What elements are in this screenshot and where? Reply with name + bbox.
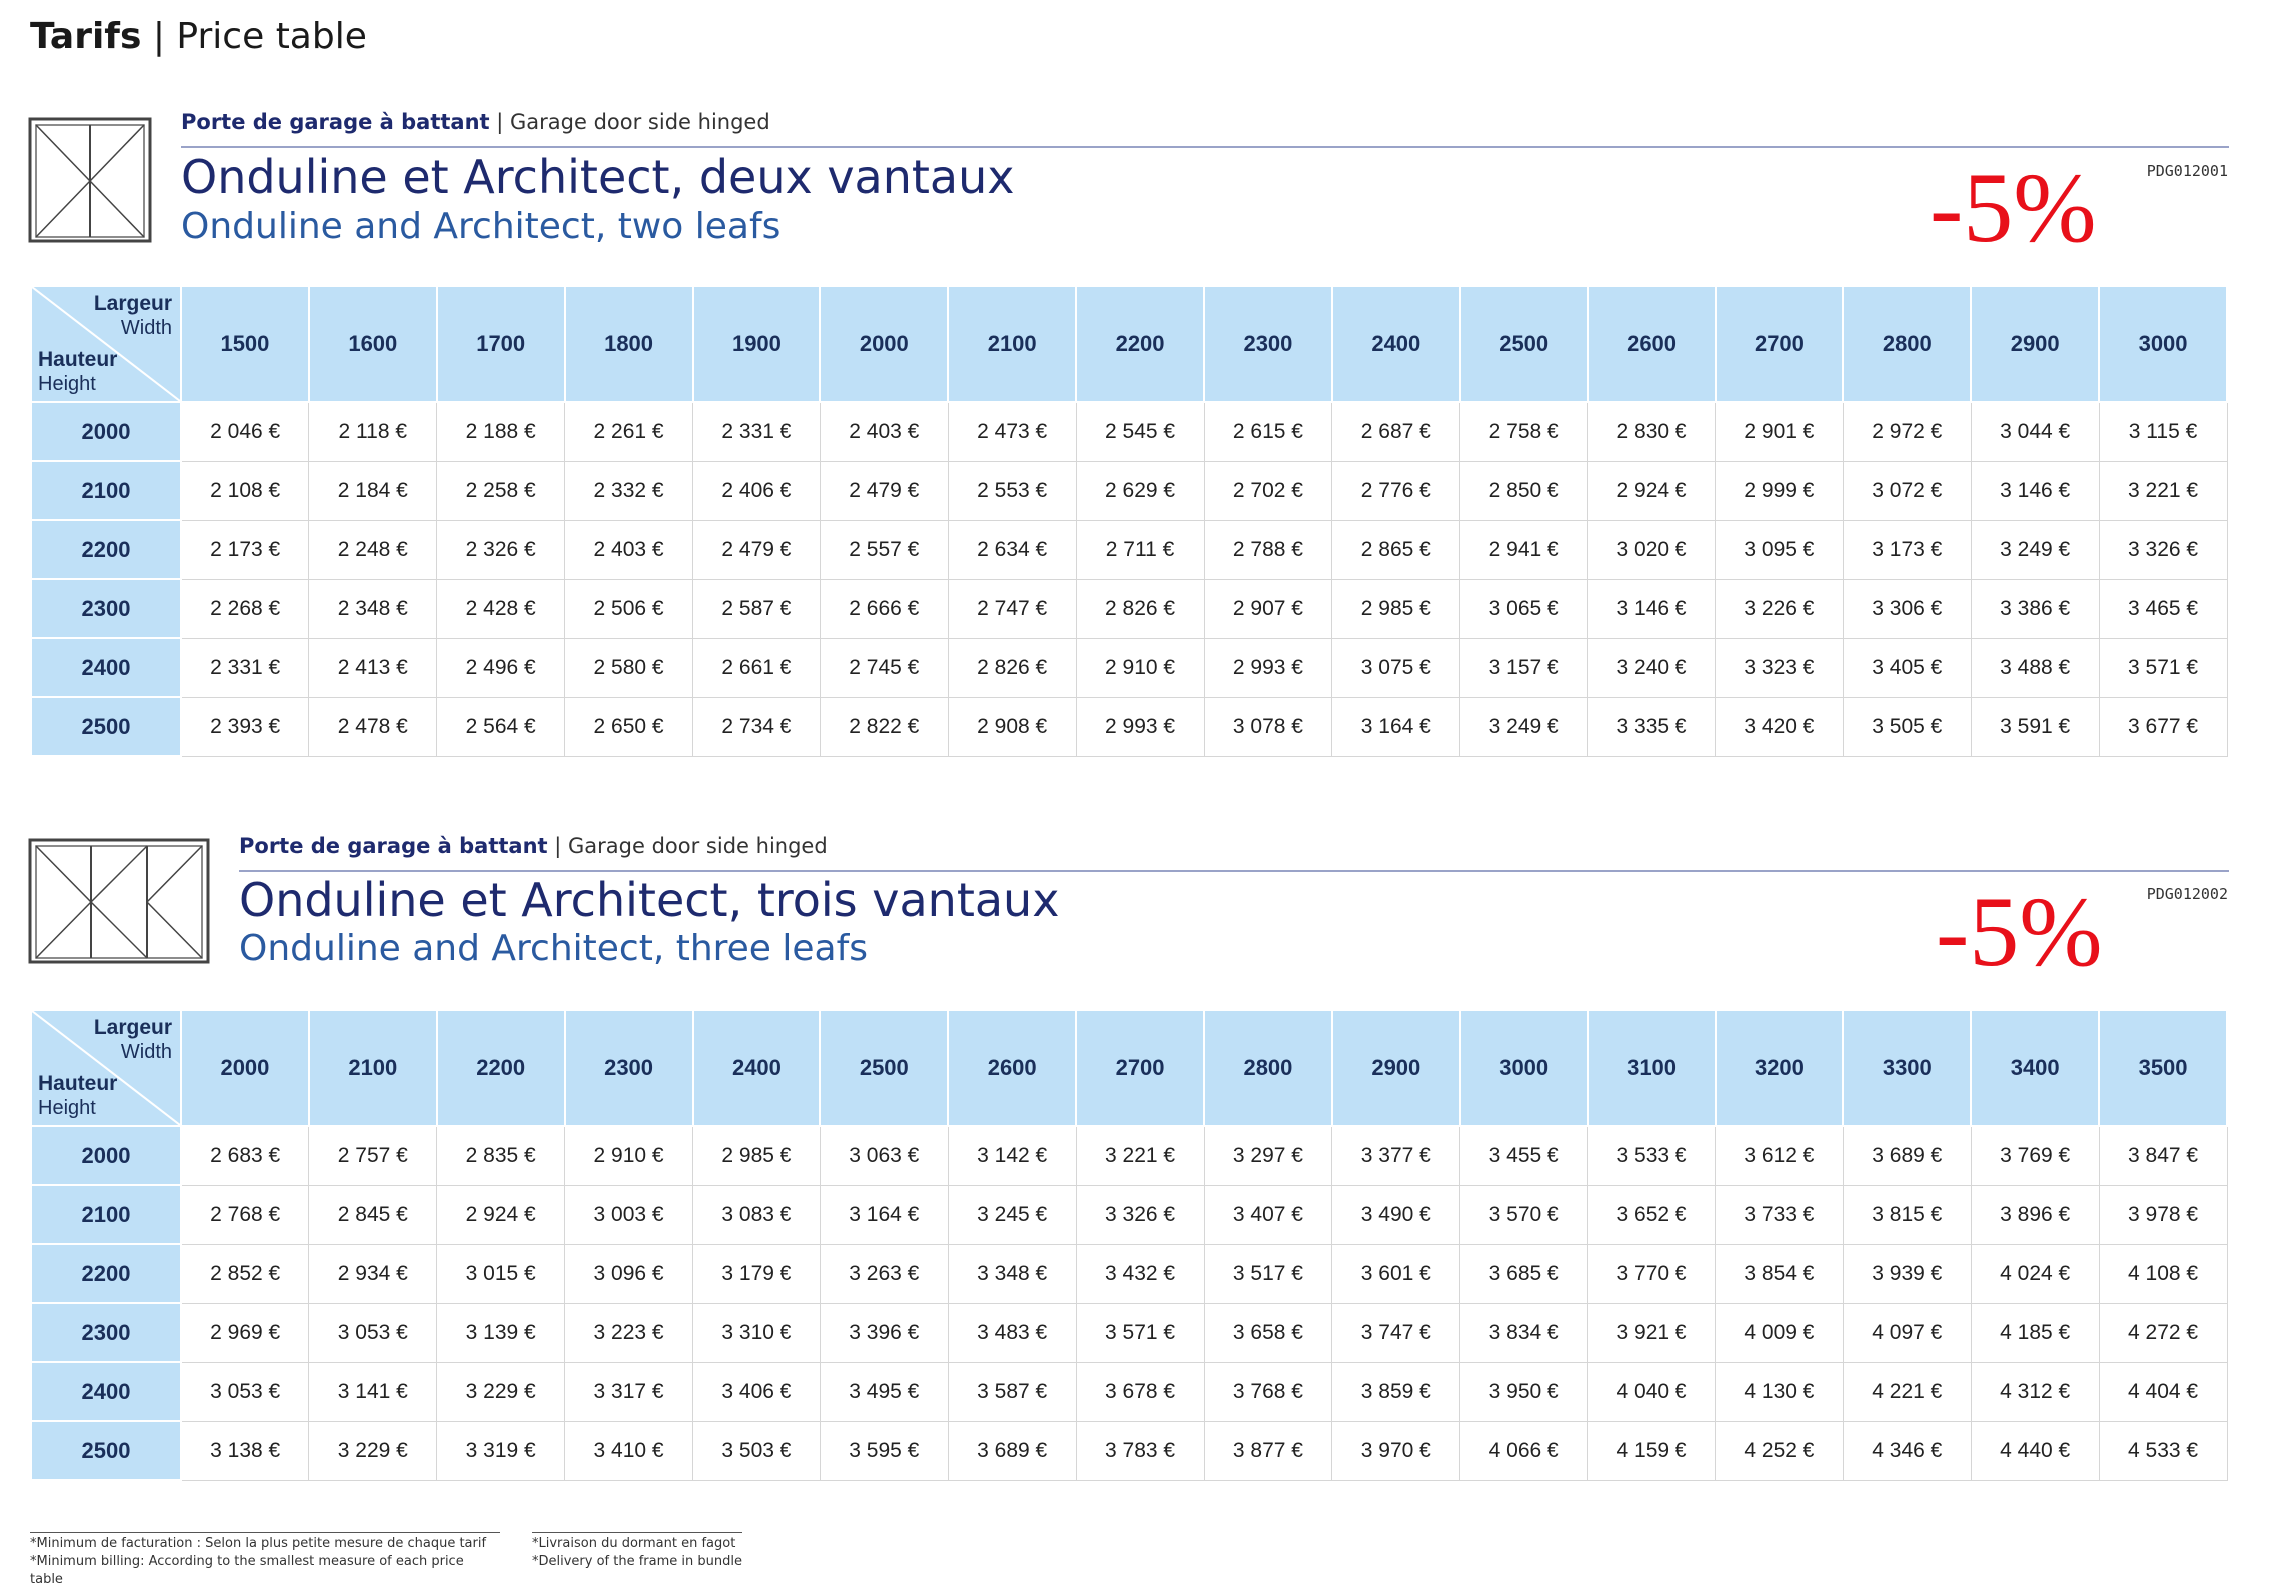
price-cell: 4 024 € bbox=[1971, 1244, 2099, 1303]
price-cell: 2 661 € bbox=[693, 638, 821, 697]
price-cell: 2 910 € bbox=[1076, 638, 1204, 697]
price-cell: 2 331 € bbox=[181, 638, 309, 697]
price-cell: 2 865 € bbox=[1332, 520, 1460, 579]
price-cell: 3 226 € bbox=[1716, 579, 1844, 638]
price-cell: 3 595 € bbox=[820, 1421, 948, 1480]
price-cell: 2 046 € bbox=[181, 402, 309, 461]
width-header-cell: 2400 bbox=[693, 1010, 821, 1126]
price-cell: 3 406 € bbox=[693, 1362, 821, 1421]
price-cell: 3 847 € bbox=[2099, 1126, 2227, 1185]
price-cell: 2 545 € bbox=[1076, 402, 1204, 461]
width-header-cell: 1900 bbox=[693, 286, 821, 402]
price-cell: 3 044 € bbox=[1971, 402, 2099, 461]
width-header-cell: 2700 bbox=[1716, 286, 1844, 402]
price-cell: 4 404 € bbox=[2099, 1362, 2227, 1421]
price-cell: 2 788 € bbox=[1204, 520, 1332, 579]
price-cell: 3 146 € bbox=[1588, 579, 1716, 638]
price-cell: 2 564 € bbox=[437, 697, 565, 756]
price-cell: 3 533 € bbox=[1588, 1126, 1716, 1185]
price-cell: 3 096 € bbox=[565, 1244, 693, 1303]
price-cell: 3 405 € bbox=[1843, 638, 1971, 697]
price-cell: 3 335 € bbox=[1588, 697, 1716, 756]
width-header-cell: 2000 bbox=[181, 1010, 309, 1126]
price-cell: 3 488 € bbox=[1971, 638, 2099, 697]
page-title-bold: Tarifs bbox=[30, 16, 142, 57]
price-cell: 3 229 € bbox=[437, 1362, 565, 1421]
height-header-cell: 2200 bbox=[31, 520, 181, 579]
price-cell: 2 826 € bbox=[948, 638, 1076, 697]
price-cell: 4 346 € bbox=[1843, 1421, 1971, 1480]
width-header-cell: 2300 bbox=[1204, 286, 1332, 402]
width-axis-label: Largeur Width bbox=[93, 292, 172, 339]
height-header-cell: 2200 bbox=[31, 1244, 181, 1303]
price-cell: 3 326 € bbox=[2099, 520, 2227, 579]
price-cell: 3 139 € bbox=[437, 1303, 565, 1362]
price-cell: 3 677 € bbox=[2099, 697, 2227, 756]
price-cell: 3 877 € bbox=[1204, 1421, 1332, 1480]
price-cell: 3 410 € bbox=[565, 1421, 693, 1480]
price-cell: 2 332 € bbox=[565, 461, 693, 520]
price-cell: 4 130 € bbox=[1716, 1362, 1844, 1421]
price-cell: 3 078 € bbox=[1204, 697, 1332, 756]
price-cell: 3 465 € bbox=[2099, 579, 2227, 638]
footnote-right-fr: *Livraison du dormant en fagot bbox=[532, 1536, 736, 1551]
price-cell: 3 978 € bbox=[2099, 1185, 2227, 1244]
price-cell: 2 629 € bbox=[1076, 461, 1204, 520]
price-cell: 3 407 € bbox=[1204, 1185, 1332, 1244]
price-cell: 3 591 € bbox=[1971, 697, 2099, 756]
price-cell: 2 702 € bbox=[1204, 461, 1332, 520]
price-cell: 3 970 € bbox=[1332, 1421, 1460, 1480]
price-cell: 3 386 € bbox=[1971, 579, 2099, 638]
width-header-cell: 2600 bbox=[948, 1010, 1076, 1126]
price-cell: 2 496 € bbox=[437, 638, 565, 697]
width-header-cell: 2500 bbox=[1460, 286, 1588, 402]
price-cell: 2 615 € bbox=[1204, 402, 1332, 461]
price-cell: 2 924 € bbox=[1588, 461, 1716, 520]
price-cell: 3 179 € bbox=[693, 1244, 821, 1303]
footnote-left-en: *Minimum billing: According to the smallest measure of each price table bbox=[30, 1554, 464, 1587]
price-cell: 2 331 € bbox=[693, 402, 821, 461]
price-cell: 3 571 € bbox=[1076, 1303, 1204, 1362]
price-cell: 2 406 € bbox=[693, 461, 821, 520]
price-cell: 4 272 € bbox=[2099, 1303, 2227, 1362]
price-cell: 3 495 € bbox=[820, 1362, 948, 1421]
width-axis-label: Largeur Width bbox=[93, 1016, 172, 1063]
table-row bbox=[31, 1421, 2227, 1480]
price-cell: 4 009 € bbox=[1716, 1303, 1844, 1362]
price-cell: 2 910 € bbox=[565, 1126, 693, 1185]
width-header-cell: 3500 bbox=[2099, 1010, 2227, 1126]
section-title-fr: Onduline et Architect, trois vantaux bbox=[239, 873, 1060, 927]
price-cell: 2 776 € bbox=[1332, 461, 1460, 520]
price-cell: 3 173 € bbox=[1843, 520, 1971, 579]
price-cell: 2 985 € bbox=[693, 1126, 821, 1185]
category-fr: Porte de garage à battant bbox=[239, 834, 548, 858]
price-cell: 3 072 € bbox=[1843, 461, 1971, 520]
width-header-cell: 2800 bbox=[1204, 1010, 1332, 1126]
price-cell: 3 249 € bbox=[1460, 697, 1588, 756]
price-cell: 2 184 € bbox=[309, 461, 437, 520]
price-cell: 3 317 € bbox=[565, 1362, 693, 1421]
table-row bbox=[31, 1303, 2227, 1362]
price-cell: 3 138 € bbox=[181, 1421, 309, 1480]
price-cell: 2 835 € bbox=[437, 1126, 565, 1185]
price-cell: 3 348 € bbox=[948, 1244, 1076, 1303]
price-cell: 2 993 € bbox=[1204, 638, 1332, 697]
height-header-cell: 2300 bbox=[31, 1303, 181, 1362]
price-cell: 3 157 € bbox=[1460, 638, 1588, 697]
price-cell: 4 108 € bbox=[2099, 1244, 2227, 1303]
price-cell: 3 053 € bbox=[309, 1303, 437, 1362]
price-cell: 3 115 € bbox=[2099, 402, 2227, 461]
price-cell: 3 432 € bbox=[1076, 1244, 1204, 1303]
price-cell: 2 687 € bbox=[1332, 402, 1460, 461]
price-cell: 2 711 € bbox=[1076, 520, 1204, 579]
width-header-cell: 2400 bbox=[1332, 286, 1460, 402]
section-title-en: Onduline and Architect, three leafs bbox=[239, 928, 869, 969]
price-cell: 2 248 € bbox=[309, 520, 437, 579]
discount-badge: -5% bbox=[1936, 876, 2103, 987]
price-cell: 2 908 € bbox=[948, 697, 1076, 756]
price-cell: 3 571 € bbox=[2099, 638, 2227, 697]
price-cell: 2 850 € bbox=[1460, 461, 1588, 520]
height-header-cell: 2500 bbox=[31, 697, 181, 756]
price-cell: 2 757 € bbox=[309, 1126, 437, 1185]
price-cell: 4 252 € bbox=[1716, 1421, 1844, 1480]
price-cell: 3 658 € bbox=[1204, 1303, 1332, 1362]
width-header-cell: 1600 bbox=[309, 286, 437, 402]
price-cell: 3 221 € bbox=[1076, 1126, 1204, 1185]
price-cell: 3 015 € bbox=[437, 1244, 565, 1303]
price-cell: 3 950 € bbox=[1460, 1362, 1588, 1421]
price-cell: 2 428 € bbox=[437, 579, 565, 638]
three-leaf-door-icon bbox=[28, 838, 210, 964]
price-cell: 3 063 € bbox=[820, 1126, 948, 1185]
price-cell: 3 517 € bbox=[1204, 1244, 1332, 1303]
width-header-cell: 2900 bbox=[1971, 286, 2099, 402]
price-cell: 3 420 € bbox=[1716, 697, 1844, 756]
category-en: | Garage door side hinged bbox=[496, 110, 770, 134]
width-header-cell: 2500 bbox=[820, 1010, 948, 1126]
price-cell: 2 553 € bbox=[948, 461, 1076, 520]
price-cell: 2 830 € bbox=[1588, 402, 1716, 461]
height-header-cell: 2300 bbox=[31, 579, 181, 638]
price-cell: 2 473 € bbox=[948, 402, 1076, 461]
price-cell: 2 745 € bbox=[820, 638, 948, 697]
price-cell: 3 770 € bbox=[1588, 1244, 1716, 1303]
price-cell: 3 747 € bbox=[1332, 1303, 1460, 1362]
price-cell: 2 907 € bbox=[1204, 579, 1332, 638]
width-header-cell: 3000 bbox=[2099, 286, 2227, 402]
price-cell: 3 939 € bbox=[1843, 1244, 1971, 1303]
price-cell: 3 503 € bbox=[693, 1421, 821, 1480]
price-cell: 3 455 € bbox=[1460, 1126, 1588, 1185]
price-cell: 3 020 € bbox=[1588, 520, 1716, 579]
price-cell: 3 053 € bbox=[181, 1362, 309, 1421]
price-cell: 2 478 € bbox=[309, 697, 437, 756]
price-cell: 2 941 € bbox=[1460, 520, 1588, 579]
price-cell: 4 312 € bbox=[1971, 1362, 2099, 1421]
price-cell: 3 310 € bbox=[693, 1303, 821, 1362]
price-cell: 3 326 € bbox=[1076, 1185, 1204, 1244]
price-cell: 2 403 € bbox=[565, 520, 693, 579]
product-code: PDG012001 bbox=[2146, 162, 2228, 180]
width-header-cell: 3400 bbox=[1971, 1010, 2099, 1126]
price-cell: 2 972 € bbox=[1843, 402, 1971, 461]
price-cell: 4 185 € bbox=[1971, 1303, 2099, 1362]
price-cell: 3 601 € bbox=[1332, 1244, 1460, 1303]
footnote-minimum-billing bbox=[30, 1532, 500, 1589]
price-cell: 4 440 € bbox=[1971, 1421, 2099, 1480]
table-row bbox=[31, 1362, 2227, 1421]
price-cell: 3 783 € bbox=[1076, 1421, 1204, 1480]
price-cell: 2 413 € bbox=[309, 638, 437, 697]
price-cell: 2 999 € bbox=[1716, 461, 1844, 520]
price-cell: 2 985 € bbox=[1332, 579, 1460, 638]
price-cell: 3 678 € bbox=[1076, 1362, 1204, 1421]
price-cell: 3 859 € bbox=[1332, 1362, 1460, 1421]
price-cell: 3 306 € bbox=[1843, 579, 1971, 638]
price-cell: 3 083 € bbox=[693, 1185, 821, 1244]
width-header-cell: 2600 bbox=[1588, 286, 1716, 402]
price-cell: 2 108 € bbox=[181, 461, 309, 520]
price-cell: 3 490 € bbox=[1332, 1185, 1460, 1244]
height-header-cell: 2400 bbox=[31, 1362, 181, 1421]
width-header-cell: 3300 bbox=[1843, 1010, 1971, 1126]
height-header-cell: 2400 bbox=[31, 638, 181, 697]
footnote-right-en: *Delivery of the frame in bundle bbox=[532, 1554, 742, 1569]
footnote-frame-delivery bbox=[532, 1532, 742, 1571]
price-cell: 4 159 € bbox=[1588, 1421, 1716, 1480]
price-cell: 4 533 € bbox=[2099, 1421, 2227, 1480]
table-row bbox=[31, 1126, 2227, 1185]
price-cell: 3 570 € bbox=[1460, 1185, 1588, 1244]
price-cell: 3 003 € bbox=[565, 1185, 693, 1244]
price-cell: 3 689 € bbox=[948, 1421, 1076, 1480]
width-header-cell: 2100 bbox=[948, 286, 1076, 402]
price-cell: 3 249 € bbox=[1971, 520, 2099, 579]
price-cell: 3 221 € bbox=[2099, 461, 2227, 520]
product-code: PDG012002 bbox=[2146, 885, 2228, 903]
height-header-cell: 2100 bbox=[31, 1185, 181, 1244]
header-divider bbox=[239, 870, 2229, 872]
price-cell: 4 040 € bbox=[1588, 1362, 1716, 1421]
category-fr: Porte de garage à battant bbox=[181, 110, 490, 134]
price-cell: 2 403 € bbox=[820, 402, 948, 461]
price-cell: 4 066 € bbox=[1460, 1421, 1588, 1480]
width-header-cell: 2200 bbox=[437, 1010, 565, 1126]
width-header-cell: 2300 bbox=[565, 1010, 693, 1126]
price-cell: 3 769 € bbox=[1971, 1126, 2099, 1185]
price-cell: 3 689 € bbox=[1843, 1126, 1971, 1185]
price-cell: 2 934 € bbox=[309, 1244, 437, 1303]
price-cell: 2 634 € bbox=[948, 520, 1076, 579]
price-cell: 3 587 € bbox=[948, 1362, 1076, 1421]
price-cell: 2 393 € bbox=[181, 697, 309, 756]
width-header-cell: 1500 bbox=[181, 286, 309, 402]
discount-badge: -5% bbox=[1930, 152, 2097, 263]
price-cell: 3 733 € bbox=[1716, 1185, 1844, 1244]
price-cell: 3 095 € bbox=[1716, 520, 1844, 579]
price-cell: 2 118 € bbox=[309, 402, 437, 461]
width-header-cell: 2200 bbox=[1076, 286, 1204, 402]
price-cell: 2 683 € bbox=[181, 1126, 309, 1185]
price-cell: 3 245 € bbox=[948, 1185, 1076, 1244]
price-cell: 3 223 € bbox=[565, 1303, 693, 1362]
price-cell: 2 479 € bbox=[820, 461, 948, 520]
price-cell: 3 396 € bbox=[820, 1303, 948, 1362]
table-row bbox=[31, 1244, 2227, 1303]
price-cell: 2 479 € bbox=[693, 520, 821, 579]
price-cell: 4 097 € bbox=[1843, 1303, 1971, 1362]
price-cell: 2 768 € bbox=[181, 1185, 309, 1244]
height-axis-label: Hauteur Height bbox=[38, 348, 118, 395]
section-title-en: Onduline and Architect, two leafs bbox=[181, 206, 781, 247]
price-cell: 2 758 € bbox=[1460, 402, 1588, 461]
width-header-cell: 2700 bbox=[1076, 1010, 1204, 1126]
price-cell: 2 924 € bbox=[437, 1185, 565, 1244]
price-cell: 3 141 € bbox=[309, 1362, 437, 1421]
price-cell: 2 506 € bbox=[565, 579, 693, 638]
price-cell: 3 377 € bbox=[1332, 1126, 1460, 1185]
price-cell: 3 142 € bbox=[948, 1126, 1076, 1185]
price-cell: 3 065 € bbox=[1460, 579, 1588, 638]
price-cell: 3 685 € bbox=[1460, 1244, 1588, 1303]
height-axis-label: Hauteur Height bbox=[38, 1072, 118, 1119]
price-cell: 3 854 € bbox=[1716, 1244, 1844, 1303]
height-header-cell: 2000 bbox=[31, 402, 181, 461]
width-header-cell: 2900 bbox=[1332, 1010, 1460, 1126]
price-cell: 3 075 € bbox=[1332, 638, 1460, 697]
price-cell: 2 845 € bbox=[309, 1185, 437, 1244]
price-table-three-leafs bbox=[30, 1009, 2228, 1481]
height-header-cell: 2000 bbox=[31, 1126, 181, 1185]
table-row bbox=[31, 1185, 2227, 1244]
price-cell: 3 815 € bbox=[1843, 1185, 1971, 1244]
width-header-cell: 3000 bbox=[1460, 1010, 1588, 1126]
price-cell: 2 747 € bbox=[948, 579, 1076, 638]
price-cell: 3 921 € bbox=[1588, 1303, 1716, 1362]
price-cell: 3 263 € bbox=[820, 1244, 948, 1303]
price-cell: 3 240 € bbox=[1588, 638, 1716, 697]
price-cell: 2 268 € bbox=[181, 579, 309, 638]
price-cell: 3 652 € bbox=[1588, 1185, 1716, 1244]
price-cell: 2 188 € bbox=[437, 402, 565, 461]
price-cell: 3 297 € bbox=[1204, 1126, 1332, 1185]
price-cell: 4 221 € bbox=[1843, 1362, 1971, 1421]
price-cell: 2 261 € bbox=[565, 402, 693, 461]
corner-cell bbox=[31, 1010, 181, 1126]
page-title-rest: | Price table bbox=[152, 16, 367, 57]
price-cell: 2 993 € bbox=[1076, 697, 1204, 756]
table-row bbox=[31, 697, 2227, 756]
price-cell: 2 587 € bbox=[693, 579, 821, 638]
price-cell: 2 901 € bbox=[1716, 402, 1844, 461]
price-cell: 3 834 € bbox=[1460, 1303, 1588, 1362]
price-cell: 2 666 € bbox=[820, 579, 948, 638]
price-cell: 3 768 € bbox=[1204, 1362, 1332, 1421]
price-cell: 2 258 € bbox=[437, 461, 565, 520]
width-header-row bbox=[31, 1010, 2227, 1126]
price-cell: 2 348 € bbox=[309, 579, 437, 638]
footnote-left-fr: *Minimum de facturation : Selon la plus petite mesure de chaque tarif bbox=[30, 1536, 487, 1551]
price-cell: 2 173 € bbox=[181, 520, 309, 579]
price-cell: 2 734 € bbox=[693, 697, 821, 756]
price-cell: 2 557 € bbox=[820, 520, 948, 579]
width-header-cell: 2100 bbox=[309, 1010, 437, 1126]
height-header-cell: 2500 bbox=[31, 1421, 181, 1480]
width-header-cell: 3100 bbox=[1588, 1010, 1716, 1126]
price-cell: 2 826 € bbox=[1076, 579, 1204, 638]
price-cell: 3 483 € bbox=[948, 1303, 1076, 1362]
width-header-cell: 2000 bbox=[820, 286, 948, 402]
price-cell: 2 650 € bbox=[565, 697, 693, 756]
section-title-fr: Onduline et Architect, deux vantaux bbox=[181, 150, 1015, 204]
price-cell: 3 319 € bbox=[437, 1421, 565, 1480]
price-cell: 2 822 € bbox=[820, 697, 948, 756]
price-cell: 3 896 € bbox=[1971, 1185, 2099, 1244]
price-cell: 3 229 € bbox=[309, 1421, 437, 1480]
price-cell: 3 505 € bbox=[1843, 697, 1971, 756]
height-header-cell: 2100 bbox=[31, 461, 181, 520]
price-cell: 2 852 € bbox=[181, 1244, 309, 1303]
width-header-cell: 1700 bbox=[437, 286, 565, 402]
price-cell: 2 326 € bbox=[437, 520, 565, 579]
price-cell: 3 323 € bbox=[1716, 638, 1844, 697]
price-cell: 3 612 € bbox=[1716, 1126, 1844, 1185]
width-header-cell: 1800 bbox=[565, 286, 693, 402]
price-cell: 3 164 € bbox=[1332, 697, 1460, 756]
category-line bbox=[239, 834, 828, 858]
price-cell: 3 164 € bbox=[820, 1185, 948, 1244]
width-header-cell: 2800 bbox=[1843, 286, 1971, 402]
price-cell: 3 146 € bbox=[1971, 461, 2099, 520]
category-en: | Garage door side hinged bbox=[554, 834, 828, 858]
price-cell: 2 969 € bbox=[181, 1303, 309, 1362]
price-cell: 2 580 € bbox=[565, 638, 693, 697]
width-header-cell: 3200 bbox=[1716, 1010, 1844, 1126]
